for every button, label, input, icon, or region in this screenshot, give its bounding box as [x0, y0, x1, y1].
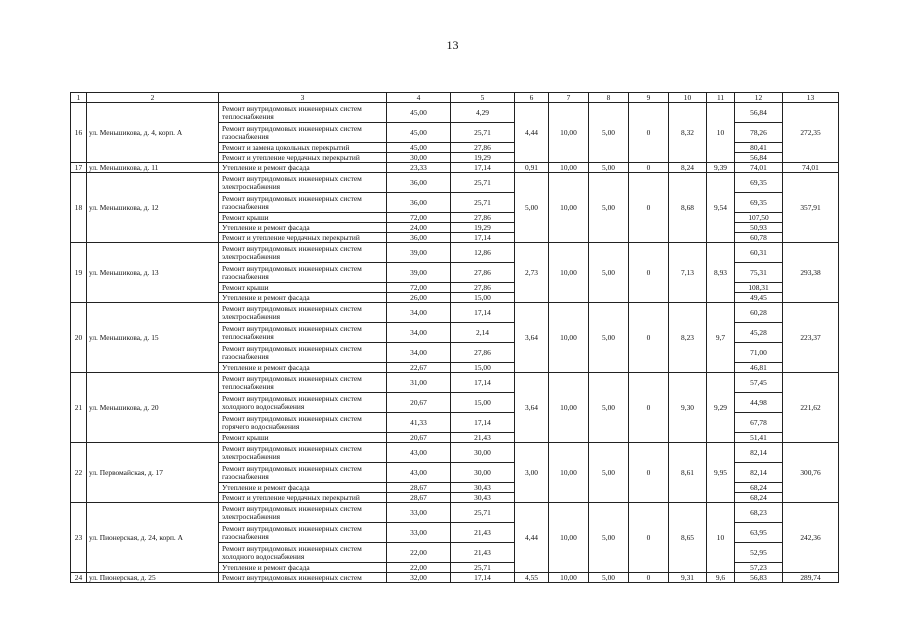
- value-col5: 30,00: [451, 443, 515, 463]
- row-number: 21: [71, 373, 87, 443]
- work-type-cell: Ремонт и утепление чердачных перекрытий: [219, 493, 387, 503]
- value-col12: 60,78: [735, 233, 783, 243]
- total-col13: 221,62: [783, 373, 839, 443]
- value-col4: 28,67: [387, 493, 451, 503]
- value-col12: 49,45: [735, 293, 783, 303]
- value-col11: 9,39: [707, 163, 735, 173]
- value-col5: 21,43: [451, 523, 515, 543]
- value-col12: 68,24: [735, 493, 783, 503]
- value-col7: 10,00: [549, 103, 589, 163]
- table-row: [71, 373, 839, 393]
- value-col9: 0: [629, 173, 669, 243]
- value-col6: 2,73: [515, 243, 549, 303]
- total-col13: 242,36: [783, 503, 839, 573]
- value-col4: 26,00: [387, 293, 451, 303]
- total-col13: 357,91: [783, 173, 839, 243]
- value-col5: 27,86: [451, 283, 515, 293]
- work-type-cell: Ремонт и утепление чердачных перекрытий: [219, 153, 387, 163]
- value-col4: 39,00: [387, 243, 451, 263]
- total-col13: 272,35: [783, 103, 839, 163]
- value-col4: 45,00: [387, 103, 451, 123]
- value-col4: 34,00: [387, 343, 451, 363]
- value-col8: 5,00: [589, 573, 629, 583]
- total-col13: 300,76: [783, 443, 839, 503]
- value-col6: 5,00: [515, 173, 549, 243]
- value-col9: 0: [629, 243, 669, 303]
- value-col12: 67,78: [735, 413, 783, 433]
- value-col10: 8,24: [669, 163, 707, 173]
- value-col9: 0: [629, 103, 669, 163]
- value-col7: 10,00: [549, 373, 589, 443]
- value-col12: 60,31: [735, 243, 783, 263]
- total-col13: 223,37: [783, 303, 839, 373]
- work-type-cell: Ремонт внутридомовых инженерных систем газоснабжения: [219, 343, 387, 363]
- value-col4: 28,67: [387, 483, 451, 493]
- column-header: 4: [387, 93, 451, 103]
- value-col5: 30,43: [451, 483, 515, 493]
- value-col9: 0: [629, 443, 669, 503]
- row-number: 17: [71, 163, 87, 173]
- value-col12: 69,35: [735, 193, 783, 213]
- value-col12: 60,28: [735, 303, 783, 323]
- value-col4: 36,00: [387, 173, 451, 193]
- value-col4: 24,00: [387, 223, 451, 233]
- value-col4: 34,00: [387, 323, 451, 343]
- address-cell: ул. Меньшикова, д. 20: [87, 373, 219, 443]
- value-col4: 23,33: [387, 163, 451, 173]
- value-col12: 69,35: [735, 173, 783, 193]
- value-col12: 51,41: [735, 433, 783, 443]
- value-col4: 36,00: [387, 193, 451, 213]
- value-col8: 5,00: [589, 303, 629, 373]
- value-col4: 43,00: [387, 463, 451, 483]
- work-type-cell: Ремонт и утепление чердачных перекрытий: [219, 233, 387, 243]
- address-cell: ул. Меньшикова, д. 15: [87, 303, 219, 373]
- value-col5: 17,14: [451, 373, 515, 393]
- table-row: [71, 573, 839, 583]
- value-col5: 30,00: [451, 463, 515, 483]
- value-col5: 15,00: [451, 363, 515, 373]
- value-col11: 9,7: [707, 303, 735, 373]
- page-number: 13: [446, 38, 459, 52]
- value-col9: 0: [629, 303, 669, 373]
- value-col12: 82,14: [735, 463, 783, 483]
- value-col12: 80,41: [735, 143, 783, 153]
- table-row: [71, 443, 839, 463]
- value-col11: 9,95: [707, 443, 735, 503]
- work-type-cell: Ремонт внутридомовых инженерных систем газоснабжения: [219, 463, 387, 483]
- value-col10: 8,32: [669, 103, 707, 163]
- work-type-cell: Ремонт внутридомовых инженерных систем электроснабжения: [219, 303, 387, 323]
- work-type-cell: Ремонт внутридомовых инженерных систем электроснабжения: [219, 243, 387, 263]
- column-header: 12: [735, 93, 783, 103]
- value-col5: 17,14: [451, 573, 515, 583]
- value-col5: 17,14: [451, 233, 515, 243]
- value-col5: 12,86: [451, 243, 515, 263]
- column-header: 8: [589, 93, 629, 103]
- value-col8: 5,00: [589, 503, 629, 573]
- address-cell: ул. Меньшикова, д. 12: [87, 173, 219, 243]
- table-row: [71, 243, 839, 263]
- value-col10: 9,30: [669, 373, 707, 443]
- value-col10: 8,65: [669, 503, 707, 573]
- column-header: 1: [71, 93, 87, 103]
- value-col12: 75,31: [735, 263, 783, 283]
- value-col7: 10,00: [549, 573, 589, 583]
- value-col9: 0: [629, 573, 669, 583]
- value-col5: 25,71: [451, 193, 515, 213]
- value-col12: 68,23: [735, 503, 783, 523]
- column-header: 7: [549, 93, 589, 103]
- work-type-cell: Ремонт крыши: [219, 283, 387, 293]
- column-header-row: [71, 93, 839, 103]
- value-col9: 0: [629, 373, 669, 443]
- total-col13: 289,74: [783, 573, 839, 583]
- work-type-cell: Ремонт и замена цокольных перекрытий: [219, 143, 387, 153]
- value-col8: 5,00: [589, 243, 629, 303]
- column-header: 3: [219, 93, 387, 103]
- value-col5: 21,43: [451, 433, 515, 443]
- work-type-cell: Утепление и ремонт фасада: [219, 563, 387, 573]
- value-col12: 108,31: [735, 283, 783, 293]
- value-col7: 10,00: [549, 303, 589, 373]
- value-col5: 15,00: [451, 293, 515, 303]
- value-col6: 0,91: [515, 163, 549, 173]
- value-col10: 8,23: [669, 303, 707, 373]
- row-number: 23: [71, 503, 87, 573]
- row-number: 18: [71, 173, 87, 243]
- value-col12: 82,14: [735, 443, 783, 463]
- value-col10: 7,13: [669, 243, 707, 303]
- value-col7: 10,00: [549, 443, 589, 503]
- value-col5: 21,43: [451, 543, 515, 563]
- value-col5: 27,86: [451, 343, 515, 363]
- work-type-cell: Ремонт крыши: [219, 213, 387, 223]
- value-col4: 20,67: [387, 393, 451, 413]
- table-row: [71, 163, 839, 173]
- value-col12: 44,98: [735, 393, 783, 413]
- value-col5: 19,29: [451, 223, 515, 233]
- work-type-cell: Ремонт внутридомовых инженерных систем теплоснабжения: [219, 103, 387, 123]
- value-col5: 17,14: [451, 413, 515, 433]
- value-col7: 10,00: [549, 243, 589, 303]
- value-col4: 36,00: [387, 233, 451, 243]
- column-header: 11: [707, 93, 735, 103]
- work-type-cell: Утепление и ремонт фасада: [219, 363, 387, 373]
- value-col5: 17,14: [451, 303, 515, 323]
- work-type-cell: Ремонт крыши: [219, 433, 387, 443]
- value-col11: 9,54: [707, 173, 735, 243]
- value-col12: 52,95: [735, 543, 783, 563]
- row-number: 22: [71, 443, 87, 503]
- value-col4: 72,00: [387, 213, 451, 223]
- value-col11: 9,29: [707, 373, 735, 443]
- value-col12: 71,00: [735, 343, 783, 363]
- work-type-cell: Ремонт внутридомовых инженерных систем теплоснабжения: [219, 373, 387, 393]
- table-body: [71, 93, 839, 583]
- row-number: 24: [71, 573, 87, 583]
- work-type-cell: Утепление и ремонт фасада: [219, 163, 387, 173]
- value-col5: 25,71: [451, 173, 515, 193]
- value-col12: 57,23: [735, 563, 783, 573]
- value-col12: 107,50: [735, 213, 783, 223]
- value-col4: 30,00: [387, 153, 451, 163]
- value-col8: 5,00: [589, 163, 629, 173]
- value-col5: 27,86: [451, 213, 515, 223]
- work-type-cell: Утепление и ремонт фасада: [219, 293, 387, 303]
- value-col12: 63,95: [735, 523, 783, 543]
- row-number: 16: [71, 103, 87, 163]
- value-col12: 56,84: [735, 153, 783, 163]
- value-col6: 3,00: [515, 443, 549, 503]
- value-col5: 2,14: [451, 323, 515, 343]
- value-col7: 10,00: [549, 503, 589, 573]
- value-col11: 10: [707, 503, 735, 573]
- work-type-cell: Ремонт внутридомовых инженерных систем: [219, 573, 387, 583]
- address-cell: ул. Пионерская, д. 25: [87, 573, 219, 583]
- value-col5: 25,71: [451, 563, 515, 573]
- column-header: 9: [629, 93, 669, 103]
- value-col12: 68,24: [735, 483, 783, 493]
- value-col11: 9,6: [707, 573, 735, 583]
- work-type-cell: Утепление и ремонт фасада: [219, 223, 387, 233]
- value-col4: 34,00: [387, 303, 451, 323]
- work-type-cell: Ремонт внутридомовых инженерных систем горячего водоснабжения: [219, 413, 387, 433]
- address-cell: ул. Пионерская, д. 24, корп. А: [87, 503, 219, 573]
- value-col4: 22,00: [387, 563, 451, 573]
- work-type-cell: Ремонт внутридомовых инженерных систем теплоснабжения: [219, 323, 387, 343]
- table-row: [71, 103, 839, 123]
- work-type-cell: Ремонт внутридомовых инженерных систем холодного водоснабжения: [219, 393, 387, 413]
- value-col10: 8,61: [669, 443, 707, 503]
- value-col4: 33,00: [387, 523, 451, 543]
- value-col4: 20,67: [387, 433, 451, 443]
- value-col5: 27,86: [451, 263, 515, 283]
- total-col13: 293,38: [783, 243, 839, 303]
- value-col12: 46,81: [735, 363, 783, 373]
- work-type-cell: Ремонт внутридомовых инженерных систем электроснабжения: [219, 173, 387, 193]
- column-header: 2: [87, 93, 219, 103]
- value-col4: 22,67: [387, 363, 451, 373]
- value-col8: 5,00: [589, 443, 629, 503]
- value-col6: 4,44: [515, 103, 549, 163]
- value-col6: 4,44: [515, 503, 549, 573]
- row-number: 20: [71, 303, 87, 373]
- work-type-cell: Ремонт внутридомовых инженерных систем газоснабжения: [219, 123, 387, 143]
- column-header: 5: [451, 93, 515, 103]
- row-number: 19: [71, 243, 87, 303]
- address-cell: ул. Меньшикова, д. 4, корп. А: [87, 103, 219, 163]
- value-col4: 45,00: [387, 123, 451, 143]
- value-col11: 8,93: [707, 243, 735, 303]
- value-col8: 5,00: [589, 373, 629, 443]
- value-col10: 9,31: [669, 573, 707, 583]
- value-col4: 45,00: [387, 143, 451, 153]
- value-col12: 78,26: [735, 123, 783, 143]
- work-type-cell: Ремонт внутридомовых инженерных систем холодного водоснабжения: [219, 543, 387, 563]
- table-row: [71, 303, 839, 323]
- value-col8: 5,00: [589, 103, 629, 163]
- value-col12: 56,83: [735, 573, 783, 583]
- value-col4: 32,00: [387, 573, 451, 583]
- value-col6: 3,64: [515, 373, 549, 443]
- work-type-cell: Ремонт внутридомовых инженерных систем газоснабжения: [219, 193, 387, 213]
- value-col12: 50,93: [735, 223, 783, 233]
- value-col5: 30,43: [451, 493, 515, 503]
- value-col9: 0: [629, 163, 669, 173]
- value-col4: 39,00: [387, 263, 451, 283]
- address-cell: ул. Первомайская, д. 17: [87, 443, 219, 503]
- work-type-cell: Ремонт внутридомовых инженерных систем газоснабжения: [219, 523, 387, 543]
- value-col12: 74,01: [735, 163, 783, 173]
- total-col13: 74,01: [783, 163, 839, 173]
- value-col4: 33,00: [387, 503, 451, 523]
- value-col8: 5,00: [589, 173, 629, 243]
- value-col5: 17,14: [451, 163, 515, 173]
- table-row: [71, 503, 839, 523]
- value-col6: 4,55: [515, 573, 549, 583]
- value-col4: 41,33: [387, 413, 451, 433]
- value-col6: 3,64: [515, 303, 549, 373]
- table-row: [71, 173, 839, 193]
- value-col9: 0: [629, 503, 669, 573]
- value-col7: 10,00: [549, 163, 589, 173]
- value-col5: 27,86: [451, 143, 515, 153]
- value-col4: 72,00: [387, 283, 451, 293]
- value-col4: 22,00: [387, 543, 451, 563]
- repair-schedule-table: [70, 92, 839, 583]
- work-type-cell: Ремонт внутридомовых инженерных систем электроснабжения: [219, 503, 387, 523]
- work-type-cell: Ремонт внутридомовых инженерных систем электроснабжения: [219, 443, 387, 463]
- value-col11: 10: [707, 103, 735, 163]
- value-col4: 31,00: [387, 373, 451, 393]
- work-type-cell: Ремонт внутридомовых инженерных систем газоснабжения: [219, 263, 387, 283]
- value-col10: 8,68: [669, 173, 707, 243]
- column-header: 6: [515, 93, 549, 103]
- work-type-cell: Утепление и ремонт фасада: [219, 483, 387, 493]
- value-col5: 15,00: [451, 393, 515, 413]
- value-col5: 25,71: [451, 503, 515, 523]
- value-col7: 10,00: [549, 173, 589, 243]
- value-col4: 43,00: [387, 443, 451, 463]
- address-cell: ул. Меньшикова, д. 11: [87, 163, 219, 173]
- value-col12: 57,45: [735, 373, 783, 393]
- value-col5: 4,29: [451, 103, 515, 123]
- address-cell: ул. Меньшикова, д. 13: [87, 243, 219, 303]
- value-col12: 45,28: [735, 323, 783, 343]
- value-col5: 25,71: [451, 123, 515, 143]
- value-col5: 19,29: [451, 153, 515, 163]
- value-col12: 56,84: [735, 103, 783, 123]
- column-header: 10: [669, 93, 707, 103]
- column-header: 13: [783, 93, 839, 103]
